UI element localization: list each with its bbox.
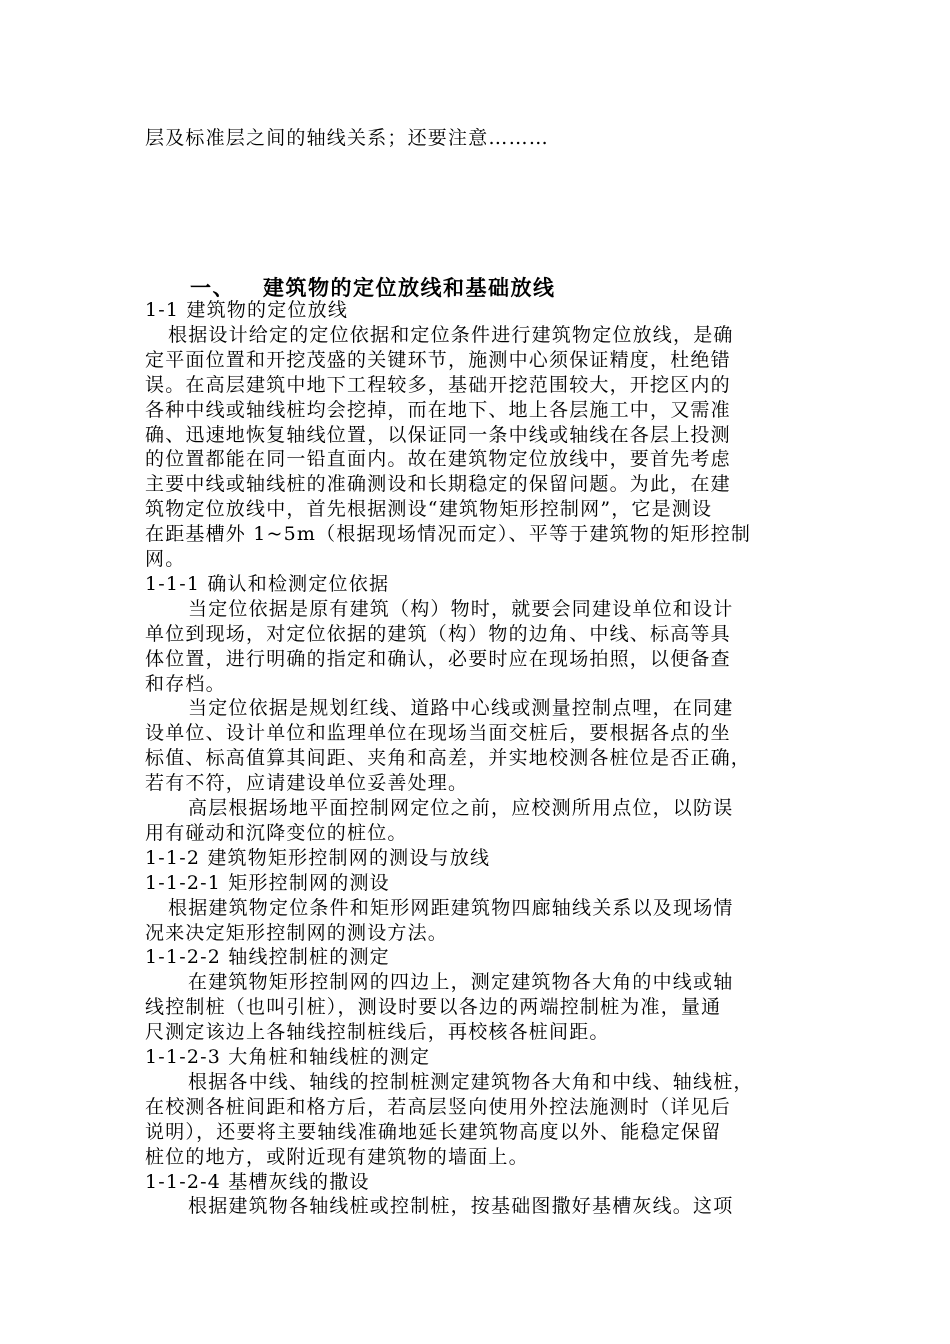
text-line: 况来决定矩形控制网的测设方法。 <box>145 921 449 944</box>
text-line: 高层根据场地平面控制网定位之前，应校测所用点位，以防误 <box>188 797 734 819</box>
text-line: 根据设计给定的定位依据和定位条件进行建筑物定位放线，是确 <box>168 323 734 346</box>
text-line: 和存档。 <box>145 672 226 695</box>
text-line: 当定位依据是规划红线、道路中心线或测量控制点哩，在同建 <box>188 697 734 720</box>
text-line: 用有碰动和沉降变位的桩位。 <box>145 821 408 844</box>
text-line: 尺测定该边上各轴线控制桩线后，再校核各桩间距。 <box>145 1021 610 1044</box>
section-number: 一、 <box>190 275 235 300</box>
text-line: 设单位、设计单位和监理单位在现场当面交桩后，要根据各点的坐 <box>145 722 731 745</box>
text-line: 桩位的地方，或附近现有建筑物的墙面上。 <box>145 1145 529 1168</box>
text-line: 的位置都能在同一铅直面内。故在建筑物定位放线中，要首先考虑 <box>145 448 731 471</box>
text-line: 当定位依据是原有建筑（构）物时，就要会同建设单位和设计 <box>188 597 734 620</box>
text-line: 1-1-2-4 基槽灰线的撒设 <box>145 1170 370 1193</box>
text-line: 1-1-2 建筑物矩形控制网的测设与放线 <box>145 846 491 869</box>
text-line: 线控制桩（也叫引桩），测设时要以各边的两端控制桩为准，量通 <box>145 996 722 1019</box>
text-line: 说明），还要将主要轴线准确地延长建筑物高度以外、能稳定保留 <box>145 1120 722 1143</box>
text-line: 网。 <box>145 548 186 570</box>
text-line: 主要中线或轴线桩的准确测设和长期稳定的保留问题。为此，在建 <box>145 473 731 496</box>
text-line: 1-1 建筑物的定位放线 <box>145 299 349 321</box>
text-line: 根据建筑物定位条件和矩形网距建筑物四廊轴线关系以及现场情 <box>168 896 734 919</box>
top-text-fragment: 层及标准层之间的轴线关系；还要注意……… <box>145 127 550 149</box>
text-line: 误。在高层建筑中地下工程较多，基础开挖范围较大，开挖区内的 <box>145 373 731 396</box>
section-title: 建筑物的定位放线和基础放线 <box>263 275 556 300</box>
text-line: 确、迅速地恢复轴线位置，以保证同一条中线或轴线在各层上投测 <box>145 423 731 446</box>
text-line: 标值、标高值算其间距、夹角和高差，并实地校测各桩位是否正确， <box>145 747 752 770</box>
text-line: 根据各中线、轴线的控制桩测定建筑物各大角和中线、轴线桩， <box>188 1070 754 1093</box>
text-line: 在距基槽外 1~5m（根据现场情况而定）、平等于建筑物的矩形控制 <box>145 523 752 546</box>
text-line: 若有不符，应请建设单位妥善处理。 <box>145 772 469 795</box>
text-line: 1-1-2-1 矩形控制网的测设 <box>145 871 390 894</box>
text-line: 1-1-2-3 大角桩和轴线桩的测定 <box>145 1046 431 1068</box>
text-line: 1-1-2-2 轴线控制桩的测定 <box>145 946 390 969</box>
text-line: 1-1-1 确认和检测定位依据 <box>145 572 390 595</box>
text-line: 各种中线或轴线桩均会挖掉，而在地下、地上各层施工中，又需准 <box>145 398 731 421</box>
text-line: 定平面位置和开挖茂盛的关键环节，施测中心须保证精度，杜绝错 <box>145 348 731 371</box>
text-line: 在建筑物矩形控制网的四边上，测定建筑物各大角的中线或轴 <box>188 971 734 994</box>
text-line: 根据建筑物各轴线桩或控制桩，按基础图撒好基槽灰线。这项 <box>188 1195 734 1218</box>
text-line: 单位到现场，对定位依据的建筑（构）物的边角、中线、标高等具 <box>145 622 731 645</box>
text-line: 在校测各桩间距和格方后，若高层竖向使用外控法施测时（详见后 <box>145 1095 731 1118</box>
text-line: 体位置，进行明确的指定和确认，必要时应在现场拍照，以便备查 <box>145 647 731 670</box>
text-line: 筑物定位放线中，首先根据测设“建筑物矩形控制网”，它是测设 <box>145 498 713 521</box>
